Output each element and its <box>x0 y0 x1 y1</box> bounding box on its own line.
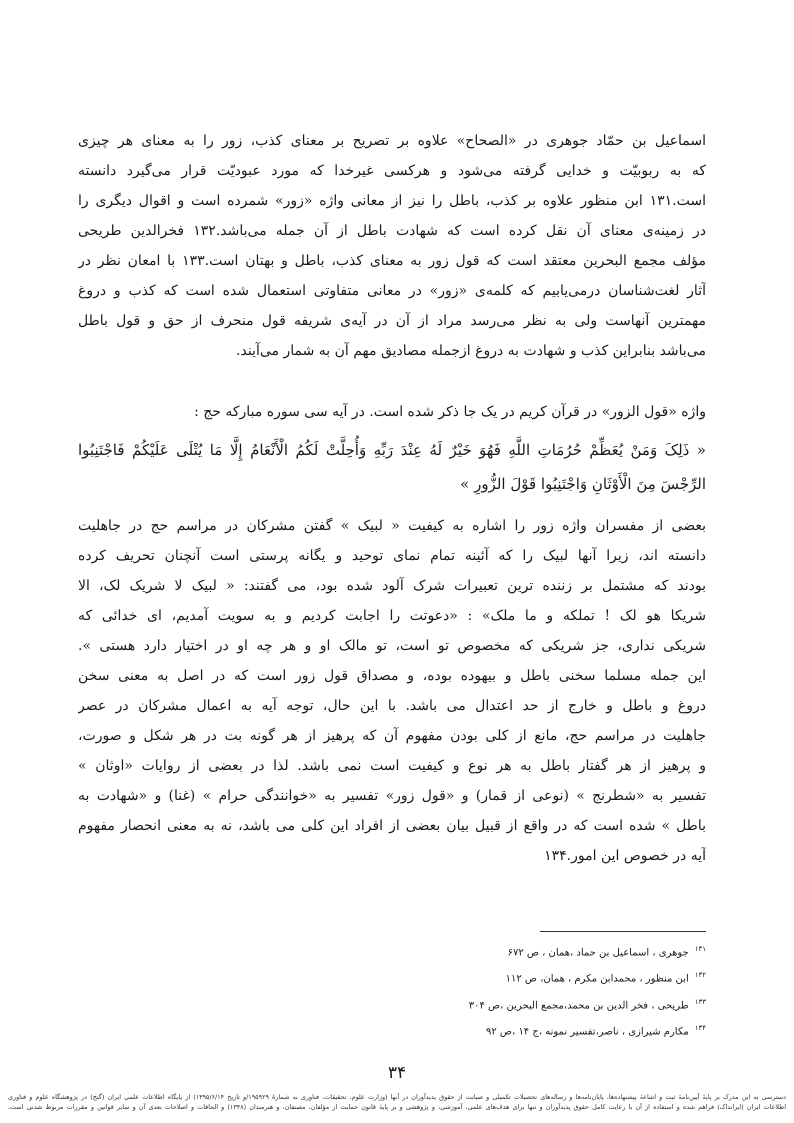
footnote-divider <box>540 931 706 932</box>
footnotes <box>286 938 706 1043</box>
footnote-number: ۱۳۱ <box>694 945 706 953</box>
verse-line: « ذَلِکَ وَمَنْ یُعَظِّمْ حُرُمَاتِ اللَّهِ فَهُوَ خَیْرٌ لَهُ عِنْدَ رَبِّهِ وَأُحِلَّتْ لَکُمُ الْأَنْعَامُ إِلَّا مَا یُتْلَى عَلَیْکُمْ فَاجْتَنِبُوا <box>78 441 706 459</box>
text-line: شریکی نداری، جز شریکی که مخصوص تو است، تو مالک او و هر چه او در اختیار دارد هستی ». <box>78 638 706 654</box>
text-line: این جمله مسلما سخنی باطل و بیهوده بوده، و مصداق قول زور است که در اصل به معنی سخن <box>78 668 706 684</box>
text-line: در زمینه‌ی معنای آن نقل کرده است که شهادت باطل از آن جمله می‌باشد.۱۳۲ فخرالدین طریحی <box>78 223 706 239</box>
text-line: آثار لغت‌شناسان درمی‌یابیم که کلمه‌ی «زور» در معانی متفاوتی استعمال شده است که کذب و دروغ <box>78 283 706 299</box>
text-line: آیه در خصوص این امور.۱۳۴ <box>544 848 706 864</box>
footnote <box>286 938 706 964</box>
disclaimer-line: اطلاعات ایران (ایرانداک) فراهم شده و استفاده از آن با رعایت کامل حقوق پدیدآوران و تنها برای هدف‌های علمی، آموزشی، و پژوهشی و بر پایهٔ قانون حمایت از مؤلفان، مصنفان، و هنرمندان (۱۳۴۸) و الحاقات و اصلاحات بعدی آن و سایر قوانین و مقررات مربوط شدنی است. <box>8 1103 786 1111</box>
footnote-text: ابن منظور ، محمدابن مکرم ، همان، ص ۱۱۲ <box>505 973 689 985</box>
text-line: می‌باشد بنابراین کذب و شهادت به دروغ ازجمله مصادیق مهم آن به شمار می‌آیند. <box>236 343 706 359</box>
text-line: جاهلیت در مراسم حج، مانع از کلی بودن مفهوم آن که پرهیز از هر گونه بت در هر شکل و صورت، <box>78 728 706 744</box>
text-line: بعضی از مفسران واژه زور را اشاره به کیفیت « لبیک » گفتن مشرکان در مراسم حج در جاهلیت <box>78 518 706 534</box>
disclaimer-line: دسترسی به این مدرک بر پایهٔ آیین‌نامهٔ ثبت و اشاعهٔ پیشنهاده‌ها، پایان‌نامه‌ها و رساله‌های تحصیلات تکمیلی و صیانت از حقوق پدیدآوران در آنها (وزارت علوم، تحقیقات، فناوری به شمارهٔ ۱۹۵۹۲۹/و تاریخ ۱۳۹۵/۶/۱۴) از پایگاه اطلاعات علمی ایران (گنج) در پژوهشگاه علوم و فناوری <box>8 1093 786 1101</box>
text-line: مؤلف مجمع البحرین معتقد است که قول زور به معنای کذب، باطل و بهتان است.۱۳۳ با امعان نظر در <box>78 253 706 269</box>
paragraph-qawl-al-zur <box>78 397 706 427</box>
text-line: که به ربوبیّت و خدایی گرفته می‌شود و هرکسی غیرخدا که مورد عبودیّت قرار می‌گیرد دانسته <box>78 163 706 179</box>
footnote-number: ۱۳۴ <box>694 1023 706 1032</box>
paragraph-zur-meaning <box>78 126 706 366</box>
text-line: و پرهیز از هر گفتار باطل به هر نوع و کیفیت است نمی باشد. لذا در بعضی از روایات «اوثان » <box>78 758 706 774</box>
footnote-number: ۱۳۲ <box>694 971 706 980</box>
quran-verse <box>78 433 706 501</box>
footnote-text: مکارم شیرازی ، ناصر،تفسیر نمونه ،ج ۱۴ ،ص ۹۲ <box>486 1026 689 1038</box>
footnote-text: جوهری ، اسماعیل بن حماد ،همان ، ص ۶۷۲ <box>507 947 689 959</box>
text-line: بودند که مشتمل بر زننده ترین تعبیرات شرک آلود شده بود، می گفتند: « لبیک لا شریک لک، الا <box>78 578 706 594</box>
text-line: دروغ و باطل و خارج از حد اعتدال می باشد. با این حال، توجه آیه به اعمال مشرکان در عصر <box>78 698 706 714</box>
footnote <box>286 991 706 1017</box>
access-disclaimer <box>8 1092 786 1112</box>
text-line: مهمترین آنهاست ولی به نظر می‌رسد مراد از آن در آیه‌ی شریفه قول منحرف از حق و قول باطل <box>78 313 706 329</box>
footnote <box>286 964 706 990</box>
text-line: اسماعیل بن حمّاد جوهری در «الصحاح» علاوه بر تصریح بر معنای کذب، زور را به معنای هر چیزی <box>78 133 706 149</box>
text-line: دانسته اند، زیرا آنها لبیک را که آئینه تمام نمای توحید و یگانه پرستی است آنچنان تحریف کرده <box>78 548 706 564</box>
verse-line: الرِّجْسَ مِنَ الْأَوْثَانِ وَاجْتَنِبُوا قَوْلَ الزُّورِ » <box>460 475 706 493</box>
footnote <box>286 1017 706 1043</box>
text-line: باطل » شده است که در واقع از قبیل بیان بعضی از افراد این کلی می باشد، نه به معنی انحصار مفهوم <box>78 818 706 834</box>
page-number: ۳۴ <box>387 1063 407 1083</box>
footnote-text: طریحی ، فخر الدین بن محمد،مجمع البحرین ،ص ۳۰۴ <box>468 999 689 1011</box>
text-line: شریکا هو لک ! تملکه و ما ملک» : «دعوتت را اجابت کردیم و به سویت آمدیم، ای خدائی که <box>78 608 706 624</box>
paragraph-commentators <box>78 511 706 871</box>
text-line: واژه «قول الزور» در قرآن کریم در یک جا ذکر شده است. در آیه سی سوره مبارکه حج : <box>194 404 706 420</box>
text-line: است.۱۳۱ ابن منظور علاوه بر کذب، باطل را نیز از معانی واژه «زور» شمرده است و اقوال دیگری را <box>78 193 706 209</box>
text-line: تفسیر به «شطرنج » (نوعی از قمار) و «قول زور» تفسیر به «خوانندگی حرام » (غنا) و «شهادت به <box>78 788 706 804</box>
footnote-number: ۱۳۳ <box>694 997 706 1006</box>
